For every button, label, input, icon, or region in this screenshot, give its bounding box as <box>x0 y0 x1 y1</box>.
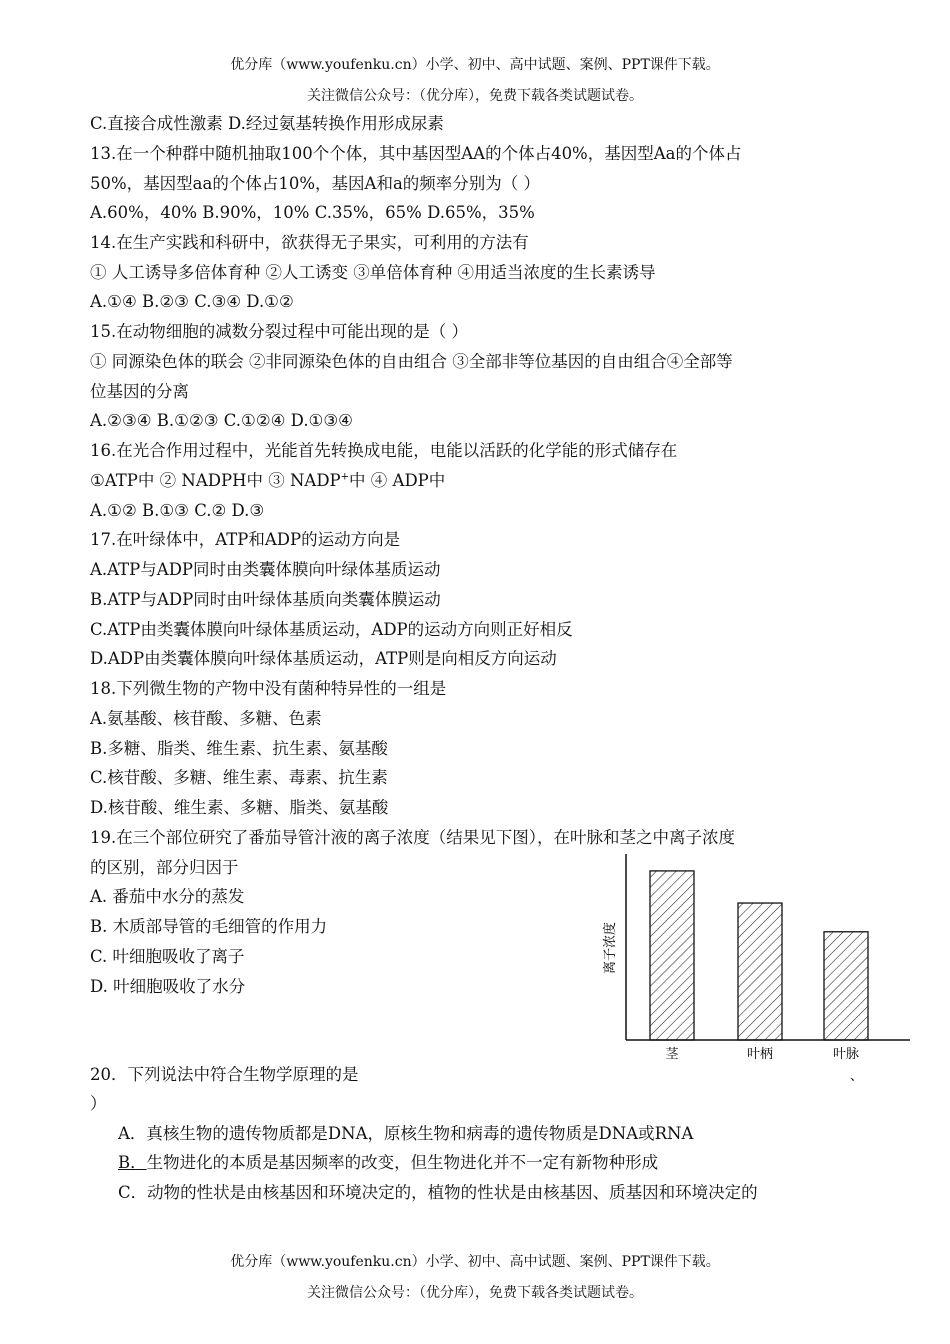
x-tick-label-2: 叶柄 <box>746 1047 774 1062</box>
q15-stem: 15.在动物细胞的减数分裂过程中可能出现的是（ ） <box>90 322 468 341</box>
q14-stem: 14.在生产实践和科研中，欲获得无子果实，可利用的方法有 <box>90 233 529 252</box>
q18-option-c: C.核苷酸、多糖、维生素、毒素、抗生素 <box>90 768 388 787</box>
q17-option-d: D.ADP由类囊体膜向叶绿体基质运动，ATP则是向相反方向运动 <box>90 649 557 668</box>
q19-option-c: C. 叶细胞吸收了离子 <box>90 947 245 966</box>
q19-option-a: A. 番茄中水分的蒸发 <box>90 887 245 906</box>
q13-stem-2: 50%，基因型aa的个体占10%，基因A和a的频率分别为（ ） <box>90 174 541 193</box>
q15-items-2: 位基因的分离 <box>90 382 189 401</box>
q16-items <box>90 471 445 491</box>
q20-option-c: C．动物的性状是由核基因和环境决定的，植物的性状是由核基因、质基因和环境决定的 <box>118 1183 758 1202</box>
ion-concentration-chart <box>600 848 920 1088</box>
q18-option-b: B.多糖、脂类、维生素、抗生素、氨基酸 <box>90 739 388 758</box>
q19-option-d: D. 叶细胞吸收了水分 <box>90 977 246 996</box>
q16-stem: 16.在光合作用过程中，光能首先转换成电能，电能以活跃的化学能的形式储存在 <box>90 441 678 460</box>
footer-line-2: 关注微信公众号：（优分库），免费下载各类试题试卷。 <box>307 1285 643 1301</box>
q15-items-1: ① 同源染色体的联会 ②非同源染色体的自由组合 ③全部非等位基因的自由组合④全部等 <box>90 352 733 371</box>
q15-options: A.②③④ B.①②③ C.①②④ D.①③④ <box>90 411 353 430</box>
q20-option-b-text: 生物进化的本质是基因频率的改变，但生物进化并不一定有新物种形成 <box>146 1153 659 1172</box>
q20-option-b <box>118 1153 658 1173</box>
y-axis-label: 离子浓度 <box>603 921 618 975</box>
q16-superscript: + <box>340 471 350 483</box>
q17-option-c: C.ATP由类囊体膜向叶绿体基质运动，ADP的运动方向则正好相反 <box>90 620 573 639</box>
q14-items: ① 人工诱导多倍体育种 ②人工诱变 ③单倍体育种 ④用适当浓度的生长素诱导 <box>90 263 656 282</box>
bar-3 <box>824 932 868 1040</box>
q13-options: A.60%，40% B.90%，10% C.35%，65% D.65%，35% <box>90 203 535 222</box>
q19-stem-2: 的区别，部分归因于 <box>90 858 239 877</box>
q16-items-part-1: ①ATP中 ② NADPH中 ③ NADP <box>90 471 341 490</box>
q17-stem: 17.在叶绿体中，ATP和ADP的运动方向是 <box>90 530 401 549</box>
stray-mark: 、 <box>850 1069 864 1084</box>
header-line-1: 优分库（www.youfenku.cn）小学、初中、高中试题、案例、PPT课件下载。 <box>230 57 720 73</box>
x-tick-label-3: 叶脉 <box>832 1047 860 1062</box>
bar-1 <box>650 871 694 1040</box>
q18-option-d: D.核苷酸、维生素、多糖、脂类、氨基酸 <box>90 798 389 817</box>
q20-stem: 20．下列说法中符合生物学原理的是 <box>90 1065 359 1084</box>
header-line-2: 关注微信公众号：（优分库），免费下载各类试题试卷。 <box>307 88 643 104</box>
q12-options: C.直接合成性激素 D.经过氨基转换作用形成尿素 <box>90 114 444 133</box>
q20-paren: ） <box>90 1094 107 1113</box>
q16-items-part-2: 中 ④ ADP中 <box>349 471 446 490</box>
x-tick-label-1: 茎 <box>665 1047 679 1062</box>
q20-option-b-label: B． <box>118 1153 147 1172</box>
q14-options: A.①④ B.②③ C.③④ D.①② <box>90 292 294 311</box>
q18-option-a: A.氨基酸、核苷酸、多糖、色素 <box>90 709 322 728</box>
q17-option-a: A.ATP与ADP同时由类囊体膜向叶绿体基质运动 <box>90 560 441 579</box>
bar-2 <box>738 903 782 1040</box>
q16-options: A.①② B.①③ C.② D.③ <box>90 501 265 520</box>
q13-stem-1: 13.在一个种群中随机抽取100个个体，其中基因型AA的个体占40%，基因型Aa的个体占 <box>90 144 742 163</box>
q20-option-a: A．真核生物的遗传物质都是DNA，原核生物和病毒的遗传物质是DNA或RNA <box>118 1124 694 1143</box>
q19-stem-1: 19.在三个部位研究了番茄导管汁液的离子浓度（结果见下图），在叶脉和茎之中离子浓度 <box>90 828 735 847</box>
q18-stem: 18.下列微生物的产物中没有菌种特异性的一组是 <box>90 679 447 698</box>
q17-option-b: B.ATP与ADP同时由叶绿体基质向类囊体膜运动 <box>90 590 441 609</box>
q19-option-b: B. 木质部导管的毛细管的作用力 <box>90 917 328 936</box>
footer-line-1: 优分库（www.youfenku.cn）小学、初中、高中试题、案例、PPT课件下载。 <box>230 1254 720 1270</box>
